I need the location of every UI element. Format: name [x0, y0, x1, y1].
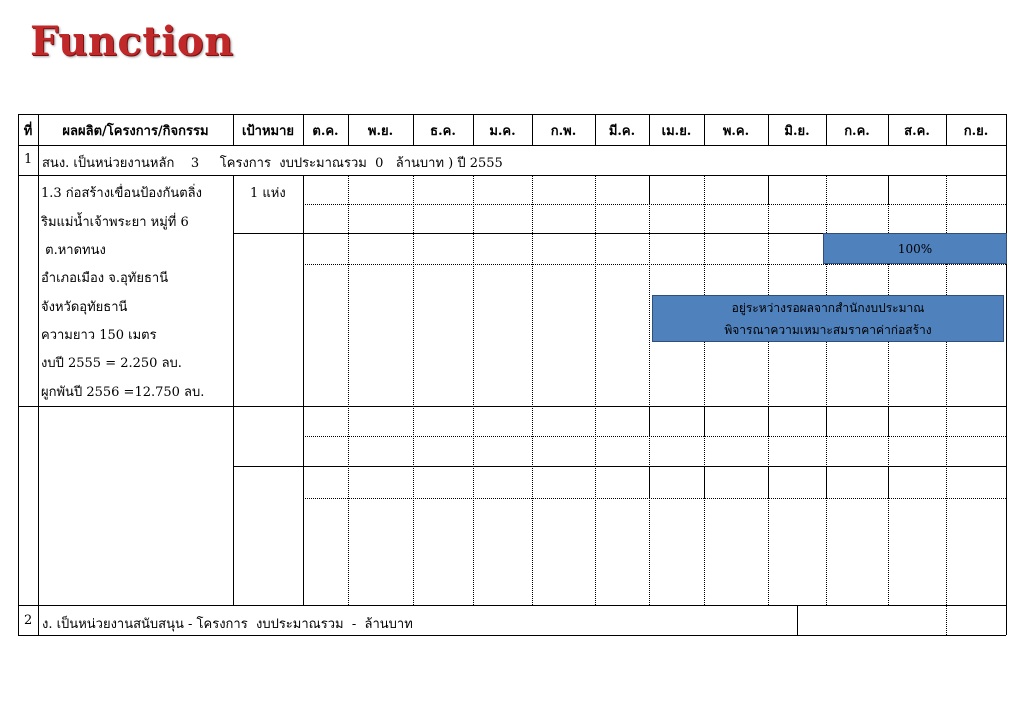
quarter-tick — [768, 406, 769, 436]
project-line: งบปี 2555 = 2.250 ลบ. — [41, 356, 182, 371]
progress-bar — [823, 233, 1007, 264]
header-output: ผลผลิต/โครงการ/กิจกรรม — [62, 123, 209, 139]
header-month: ก.ย. — [963, 123, 989, 139]
header-bottom-line — [18, 145, 1006, 146]
month-divider — [348, 175, 349, 605]
header-month: ก.ค. — [844, 123, 870, 139]
header-month: ม.ค. — [489, 123, 516, 139]
project-line: อำเภอเมือง จ.อุทัยธานี — [41, 271, 169, 286]
header-month: มิ.ย. — [784, 123, 810, 139]
header-month: ส.ค. — [904, 123, 930, 139]
col-line-output — [233, 175, 234, 605]
quarter-tick — [888, 466, 889, 498]
status-line: พิจารณาความเหมาะสมราคาค่าก่อสร้าง — [724, 322, 932, 337]
col-line-target — [303, 175, 304, 605]
row2-text: ง. เป็นหน่วยงานสนับสนุน - โครงการ งบประมาณรวม - ล้านบาท — [42, 617, 413, 632]
quarter-tick — [826, 406, 827, 436]
month-divider — [768, 175, 769, 605]
month-divider — [413, 175, 414, 605]
month-divider — [473, 175, 474, 605]
grid-dotted-line — [303, 498, 1006, 499]
row2-divider — [797, 605, 798, 635]
header-no: ที่ — [23, 123, 33, 139]
header-month: มี.ค. — [608, 123, 636, 139]
page-title: Function — [30, 18, 234, 65]
status-bar — [652, 295, 1004, 342]
row1-bottom-line — [18, 175, 1006, 176]
month-divider — [649, 175, 650, 605]
row2-top-line — [18, 605, 1006, 606]
project-line: ความยาว 150 เมตร — [41, 328, 157, 343]
header-month: พ.ย. — [367, 123, 394, 139]
project-line: ต.หาดทนง — [41, 243, 106, 258]
project-line: ผูกพันปี 2556 =12.750 ลบ. — [41, 385, 205, 400]
header-target: เป้าหมาย — [241, 123, 295, 139]
table-border-bottom — [18, 635, 1006, 636]
row1-no: 1 — [24, 152, 33, 167]
project-line: 1.3 ก่อสร้างเขื่อนป้องกันตลิ่ง — [41, 186, 202, 201]
quarter-tick — [768, 175, 769, 204]
quarter-tick — [649, 466, 650, 498]
quarter-tick — [704, 466, 705, 498]
month-divider — [595, 175, 596, 605]
grid-dotted-line — [303, 204, 1006, 205]
quarter-tick — [888, 406, 889, 436]
project-bottom-line — [18, 406, 1006, 407]
quarter-tick — [826, 466, 827, 498]
status-line: อยู่ระหว่างรอผลจากสำนักงบประมาณ — [731, 300, 925, 315]
quarter-tick — [768, 466, 769, 498]
month-divider — [704, 175, 705, 605]
project-line: ริมแม่น้ำเจ้าพระยา หมู่ที่ 6 — [41, 215, 189, 230]
header-month: เม.ย. — [661, 123, 692, 139]
quarter-tick — [888, 175, 889, 204]
table-border-left — [18, 114, 19, 635]
project-target: 1 แห่ง — [250, 186, 286, 201]
col-line-no — [38, 114, 39, 635]
progress-label: 100% — [897, 241, 933, 256]
header-month: ธ.ค. — [430, 123, 456, 139]
row2-no: 2 — [24, 613, 33, 628]
header-month: พ.ค. — [722, 123, 750, 139]
month-divider — [532, 175, 533, 605]
grid-dotted-line — [303, 436, 1006, 437]
project-line: จังหวัดอุทัยธานี — [41, 300, 128, 315]
quarter-tick — [704, 406, 705, 436]
quarter-tick — [649, 406, 650, 436]
row1-text: สนง. เป็นหน่วยงานหลัก 3 โครงการ งบประมาณรวม 0 ล้านบาท ) ปี 2555 — [42, 156, 503, 171]
table-border-right — [1006, 114, 1007, 635]
header-month: ก.พ. — [550, 123, 577, 139]
quarter-tick — [649, 175, 650, 204]
header-month: ต.ค. — [312, 123, 339, 139]
grid-dotted-line — [303, 264, 1006, 265]
